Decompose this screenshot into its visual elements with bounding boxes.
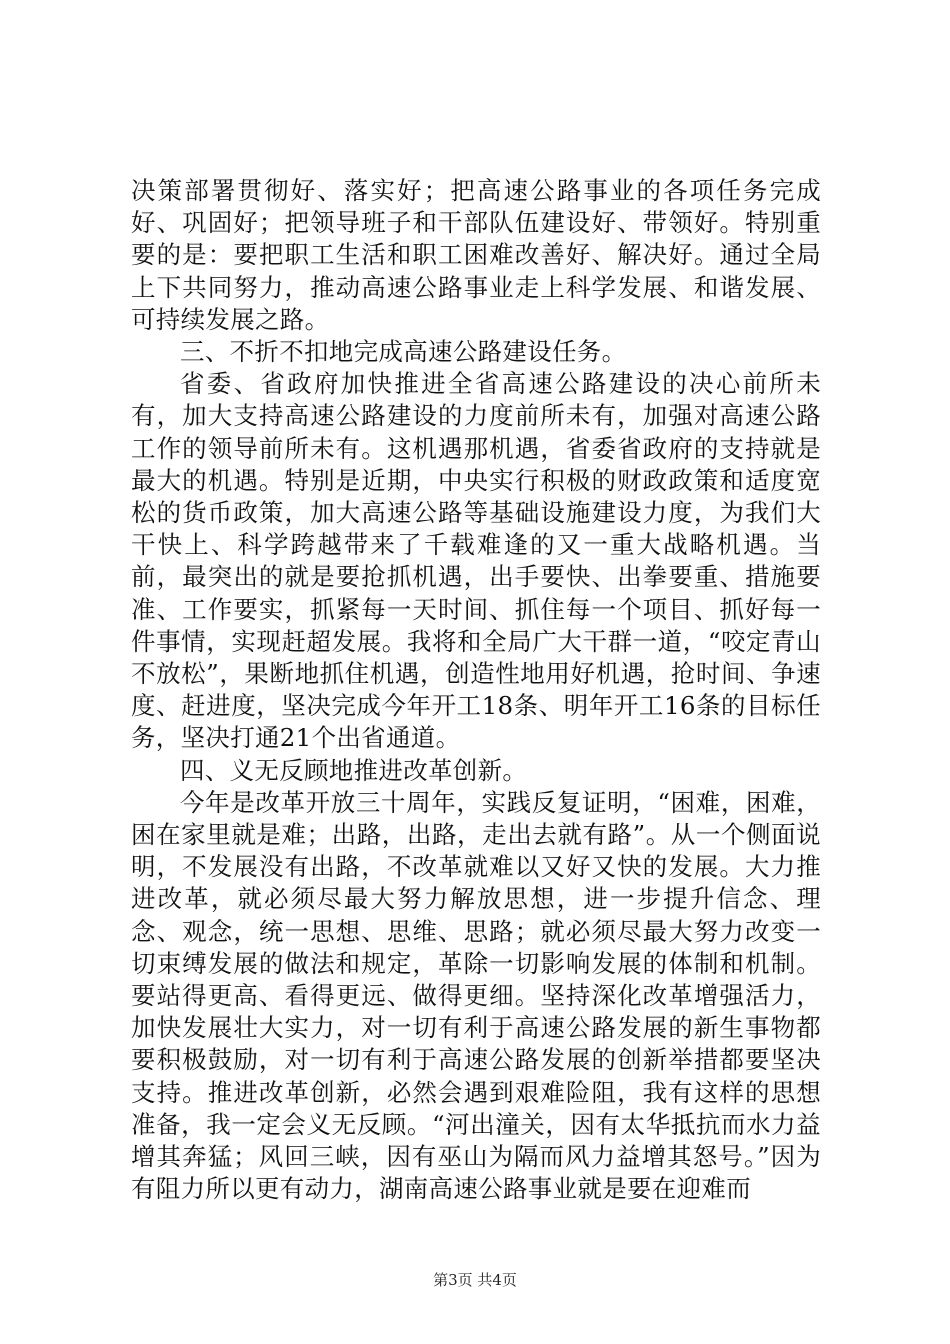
paragraph-section-4: 今年是改革开放三十周年，实践反复证明，“困难，困难，困在家里就是难；出路，出路，走出去就有路”。从一个侧面说明，不发展没有出路，不改革就难以又好又快的发展。大力推进改革，就必须尽最大努力解放思想，进一步提升信念、理念、观念，统一思想、思维、思路；就必须尽最大努力改变一切束缚发展的做法和规定，革除一切影响发展的体制和机制。要站得更高、看得更远、做得更细。坚持深化改革增强活力，加快发展壮大实力，对一切有利于高速公路发展的新生事物都要积极鼓励，对一切有利于高速公路发展的创新举措都要坚决支持。推进改革创新，必然会遇到艰难险阻，我有这样的思想准备，我一定会义无反顾。“河出潼关，因有太华抵抗而水力益增其奔猛；风回三峡，因有巫山为隔而风力益增其怒号。”因为有阻力所以更有动力，湖南高速公路事业就是要在迎难而 [131,787,821,1204]
paragraph-section-3: 省委、省政府加快推进全省高速公路建设的决心前所未有，加大支持高速公路建设的力度前所未有，加强对高速公路工作的领导前所未有。这机遇那机遇，省委省政府的支持就是最大的机遇。特别是近期，中央实行积极的财政政策和适度宽松的货币政策，加大高速公路等基础设施建设力度，为我们大干快上、科学跨越带来了千载难逢的又一重大战略机遇。当前，最突出的就是要抢抓机遇，出手要快、出拳要重、措施要准、工作要实，抓紧每一天时间、抓住每一个项目、抓好每一件事情，实现赶超发展。我将和全局广大干群一道，“咬定青山不放松”，果断地抓住机遇，创造性地用好机遇，抢时间、争速度、赶进度，坚决完成今年开工18条、明年开工16条的目标任务，坚决打通21个出省通道。 [131,369,821,753]
section-heading-4: 四、义无反顾地推进改革创新。 [180,755,528,785]
page-footer: 第3页 共4页 [433,1271,517,1289]
section-heading-3: 三、不折不扣地完成高速公路建设任务。 [180,337,627,367]
paragraph-continuation: 决策部署贯彻好、落实好；把高速公路事业的各项任务完成好、巩固好；把领导班子和干部队伍建设好、带领好。特别重要的是：要把职工生活和职工困难改善好、解决好。通过全局上下共同努力，推动高速公路事业走上科学发展、和谐发展、可持续发展之路。 [131,176,821,334]
document-body [131,175,821,1206]
